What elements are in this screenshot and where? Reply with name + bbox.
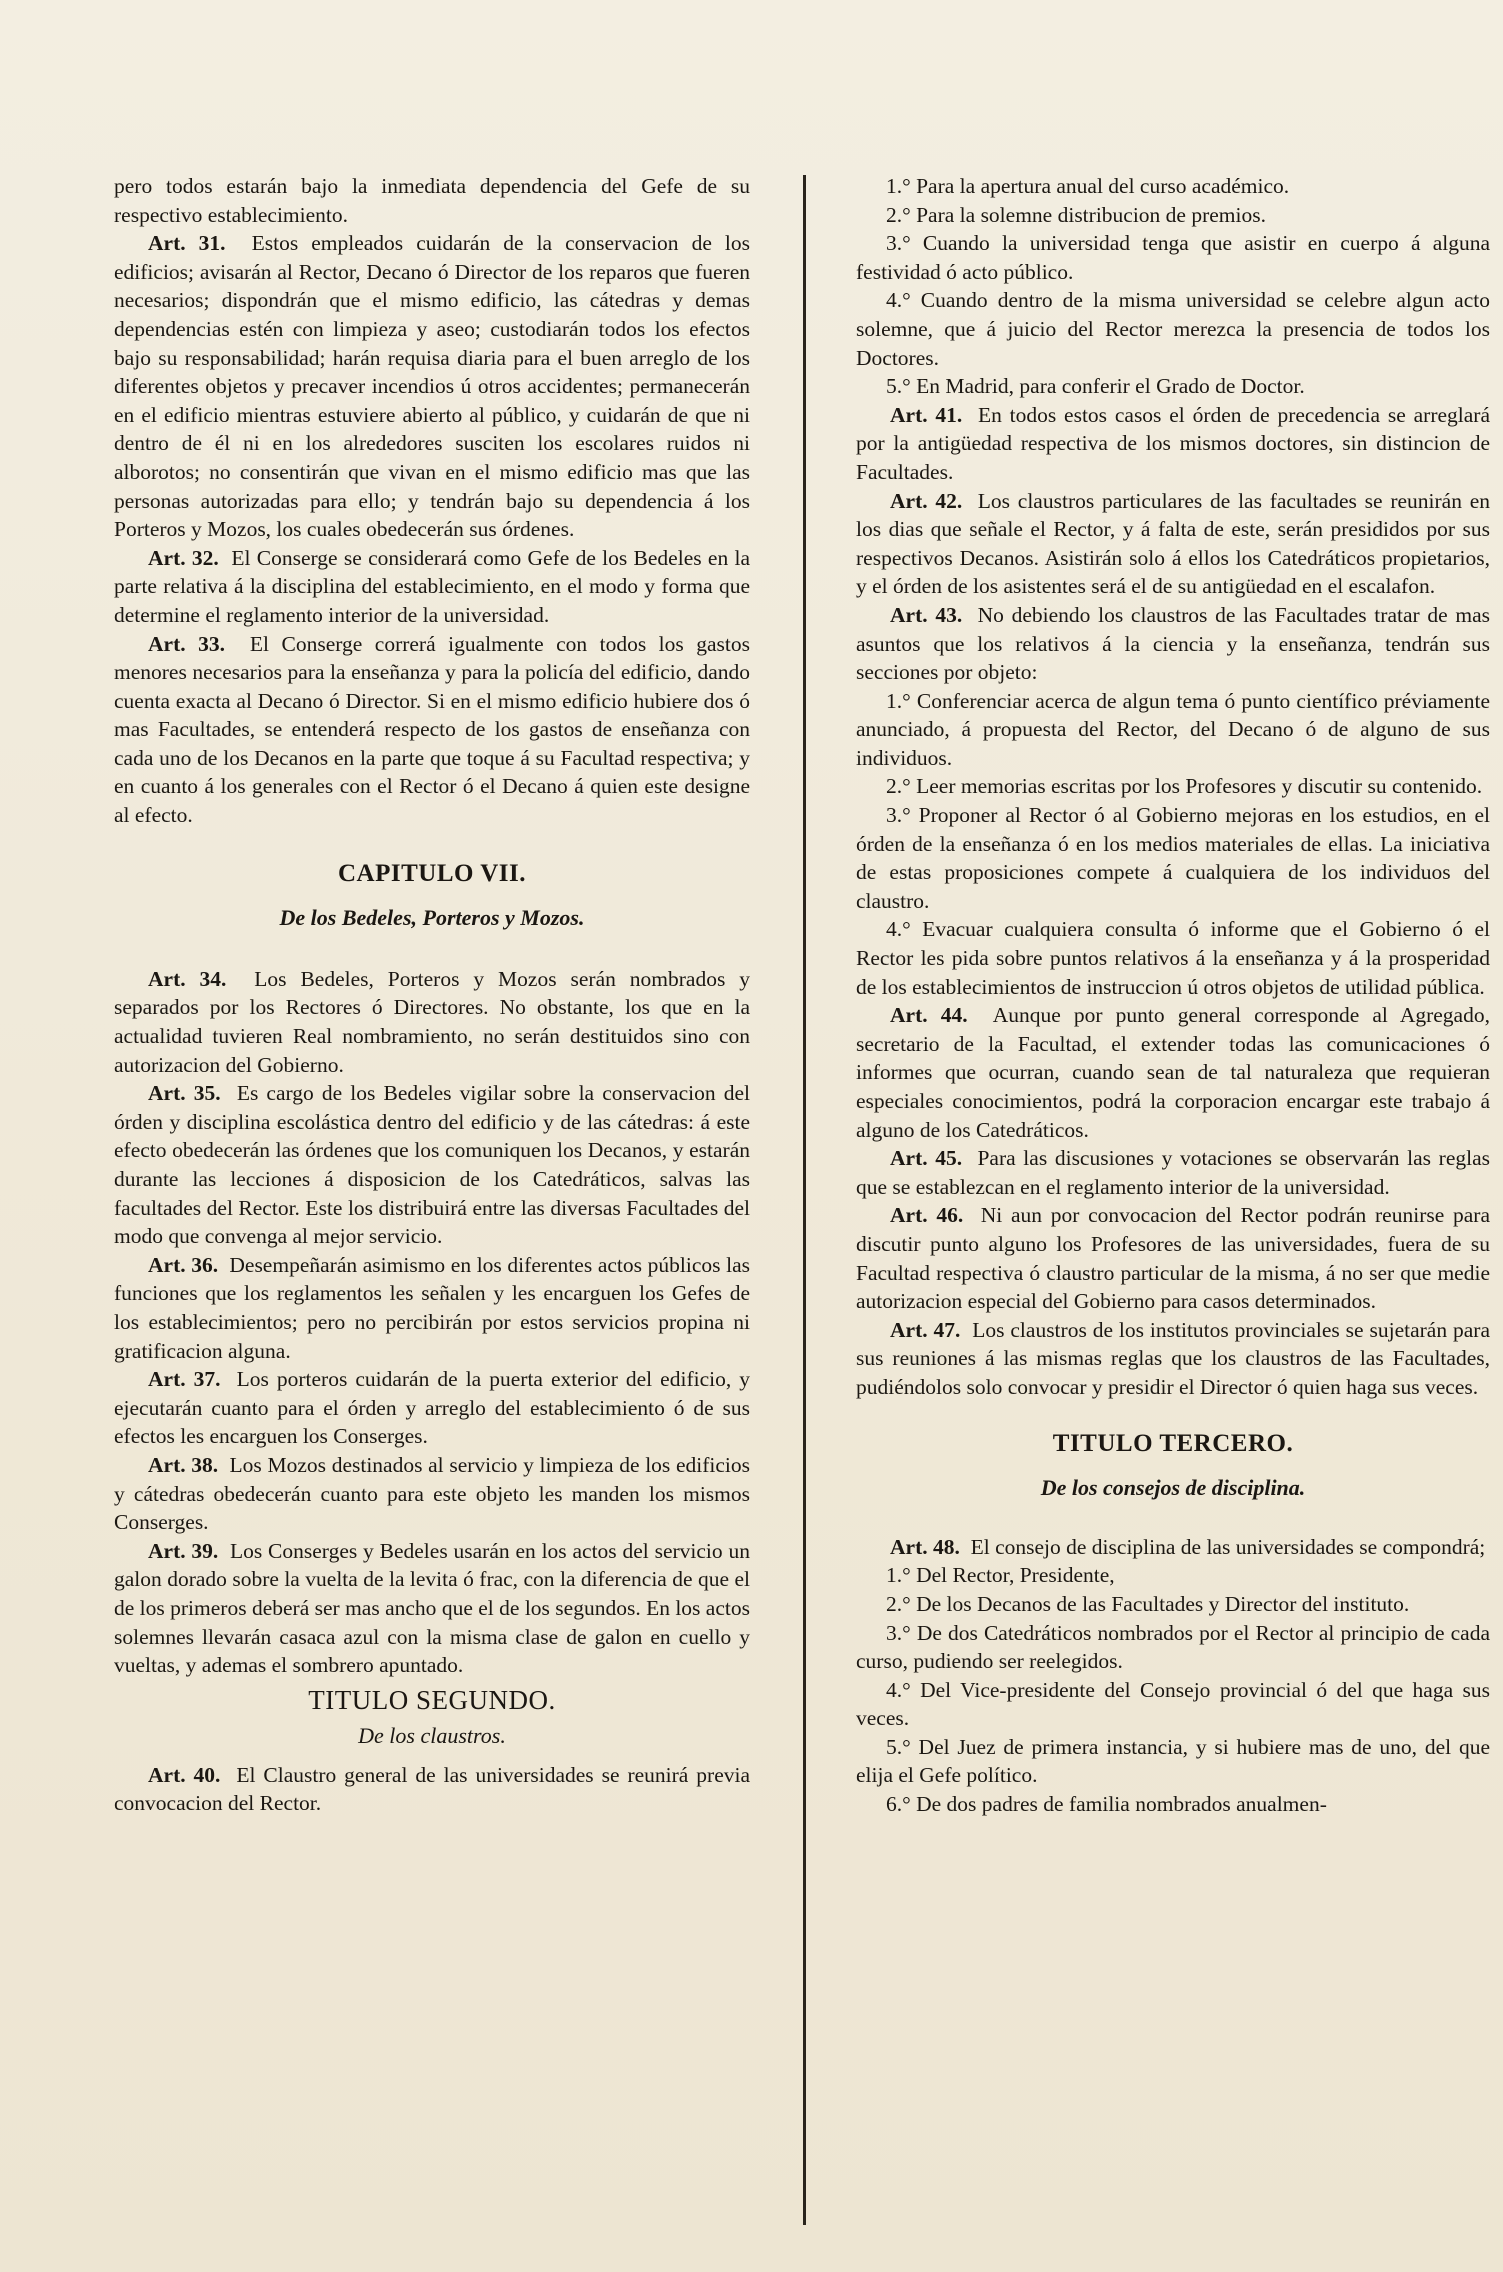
- article-number: Art. 31.: [148, 231, 226, 256]
- list-item: 2.° Leer memorias escritas por los Profesores y discutir su contenido.: [886, 774, 1483, 799]
- article-text: No debiendo los claustros de las Facultades tratar de mas asuntos que los relativos á la ciencia y la enseñanza, tendrán sus secciones por objeto:: [856, 602, 1491, 685]
- list-item: 4.° Del Vice-presidente del Consejo provincial ó del que haga sus veces.: [856, 1677, 1490, 1731]
- article-47: [856, 1316, 1490, 1402]
- article-34: [114, 965, 750, 1079]
- article-number: Art. 43.: [890, 602, 963, 627]
- article-number: Art. 36.: [148, 1252, 219, 1277]
- article-37: [114, 1365, 750, 1451]
- article-46: [856, 1201, 1490, 1315]
- article-text: En todos estos casos el órden de precedencia se arreglará por la antigüedad respectiva de los mismos doctores, sin distincion de Facultades.: [856, 402, 1490, 484]
- article-32: [114, 544, 750, 630]
- article-number: Art. 33.: [148, 631, 225, 656]
- article-44: [856, 1001, 1490, 1144]
- list-item: 2.° Para la solemne distribucion de premios.: [886, 202, 1266, 227]
- article-text: Es cargo de los Bedeles vigilar sobre la conservacion del órden y disciplina escolástica dentro del edificio y de las cátedras: á este efecto obedecerán las órdenes que los comuniquen los Decanos, y estarán durante las lecciones á disposicion de los Catedráticos, salvas las facultades del Rector. Este los distribuirá entre las diversas Facultades del modo que convenga al mejor servicio.: [114, 1081, 750, 1249]
- list-item: 5.° Del Juez de primera instancia, y si hubiere mas de uno, del que elija el Gefe político.: [856, 1734, 1490, 1788]
- article-40: [114, 1761, 750, 1818]
- article-42: [856, 487, 1490, 601]
- chapter-subheading: De los Bedeles, Porteros y Mozos.: [279, 905, 585, 931]
- article-text: Estos empleados cuidarán de la conservacion de los edificios; avisarán al Rector, Decano ó Director de los reparos que fueren necesarios; dispondrán que el mismo edificio, las cátedras y demas dependencias estén con limpieza y aseo; custodiarán todos los efectos bajo su responsabilidad; harán requisa diaria para el buen arreglo de los diferentes objetos y precaver incendios ú otros accidentes; permanecerán en el edificio mientras estuviere abierto al público, y cuidarán de que ni dentro de él ni en los alrededores susciten los escolares ruidos ni alborotos; no consentirán que vivan en el mismo edificio mas que las personas autorizadas para ello; y tendrán bajo su dependencia á los Porteros y Mozos, los cuales obedecerán sus órdenes.: [114, 231, 751, 542]
- title-subheading: De los consejos de disciplina.: [1040, 1475, 1306, 1501]
- column-divider: [803, 175, 806, 2225]
- article-number: Art. 44.: [890, 1003, 968, 1028]
- article-number: Art. 35.: [148, 1081, 221, 1106]
- list-item: 3.° Cuando la universidad tenga que asistir en cuerpo á alguna festividad ó acto público.: [856, 231, 1490, 284]
- article-number: Art. 40.: [148, 1762, 221, 1787]
- title-heading: TITULO SEGUNDO.: [308, 1684, 556, 1715]
- list-item: 5.° En Madrid, para conferir el Grado de Doctor.: [886, 374, 1305, 399]
- list-item: 3.° Proponer al Rector ó al Gobierno mejoras en los estudios, en el órden de la enseñanza ó en los medios materiales de ellas. La iniciativa de estas proposiciones compete á cualquiera de los individuos del claustro.: [856, 803, 1490, 913]
- article-number: Art. 39.: [148, 1538, 219, 1563]
- article-text: Los Conserges y Bedeles usarán en los actos del servicio un galon dorado sobre la vuelta de la levita ó frac, con la diferencia de que el de los primeros deberá ser mas ancho que el de los segundos. En los actos solemnes llevarán casaca azul con la misma clase de galon en cuello y vueltas, y ademas el sombrero apuntado.: [114, 1538, 750, 1678]
- list-item: 1.° Del Rector, Presidente,: [886, 1563, 1115, 1588]
- article-number: Art. 37.: [148, 1367, 221, 1392]
- list-item: 4.° Cuando dentro de la misma universidad se celebre algun acto solemne, que á juicio del Rector merezca la presencia de todos los Doctores.: [856, 288, 1490, 370]
- article-text: Para las discusiones y votaciones se observarán las reglas que se establezcan en el reglamento interior de la universidad.: [856, 1146, 1491, 1199]
- article-number: Art. 41.: [890, 402, 963, 427]
- article-number: Art. 32.: [148, 545, 219, 570]
- article-text: El Conserge se considerará como Gefe de los Bedeles en la parte relativa á la disciplina del establecimiento, en el modo y forma que determine el reglamento interior de la universidad.: [114, 545, 751, 627]
- list-item: 1.° Para la apertura anual del curso académico.: [886, 174, 1290, 198]
- list-item: 1.° Conferenciar acerca de algun tema ó punto científico préviamente anunciado, á propuesta del Rector, del Decano ó de alguno de sus individuos.: [856, 688, 1490, 770]
- article-text: Los Bedeles, Porteros y Mozos serán nombrados y separados por los Rectores ó Directores. No obstante, los que en la actualidad tuvieren Real nombramiento, no serán destituidos sino con autorizacion del Gobierno.: [114, 966, 751, 1077]
- article-text: Aunque por punto general corresponde al Agregado, secretario de la Facultad, el extender todas las comunicaciones ó informes que ocurran, cuando sean de tal naturaleza que requieran especiales conocimientos, podrá la corporacion encargar este trabajo á alguno de los Catedráticos.: [856, 1003, 1490, 1142]
- list-item: 6.° De dos padres de familia nombrados anualmen-: [886, 1792, 1327, 1817]
- article-36: [114, 1251, 750, 1365]
- list-item: 3.° De dos Catedráticos nombrados por el Rector al principio de cada curso, pudiendo ser reelegidos.: [856, 1620, 1490, 1674]
- paragraph: pero todos estarán bajo la inmediata dependencia del Gefe de su respectivo establecimiento.: [114, 174, 750, 227]
- article-number: Art. 38.: [148, 1452, 219, 1477]
- article-number: Art. 42.: [890, 488, 963, 513]
- article-39: [114, 1537, 750, 1680]
- article-text: El consejo de disciplina de las universidades se compondrá;: [970, 1534, 1486, 1559]
- article-number: Art. 46.: [890, 1203, 964, 1228]
- article-number: Art. 47.: [890, 1317, 961, 1342]
- title-subheading: De los claustros.: [358, 1723, 506, 1749]
- list-item: 4.° Evacuar cualquiera consulta ó informe que el Gobierno ó el Rector les pida sobre puntos relativos á la enseñanza y á la prosperidad de los establecimientos de instruccion ú otros objetos de utilidad pública.: [856, 917, 1490, 999]
- article-45: [856, 1144, 1490, 1201]
- article-text: Los claustros particulares de las facultades se reunirán en los dias que señale el Rector, y á falta de este, serán presididos por sus respectivos Decanos. Asistirán solo á ellos los Catedráticos propietarios, y el órden de los asistentes será el de su antigüedad en el escalafon.: [856, 488, 1490, 599]
- article-43: [856, 601, 1490, 687]
- article-41: [856, 401, 1490, 487]
- article-text: El Conserge correrá igualmente con todos los gastos menores necesarios para la enseñanza y para la policía del edificio, dando cuenta exacta al Decano ó Director. Si en el mismo edificio hubiere dos ó mas Facultades, se entenderá respecto de los gastos de enseñanza con cada uno de los Decanos en la parte que toque á su Facultad respectiva; y en cuanto á los generales con el Rector ó el Decano á quien este designe al efecto.: [114, 631, 750, 828]
- article-text: Ni aun por convocacion del Rector podrán reunirse para discutir punto alguno los Profesores de las universidades, fuera de su Facultad respectiva ó claustro particular de la misma, á no ser que medie autorizacion especial del Gobierno para casos determinados.: [856, 1203, 1491, 1314]
- right-column: [856, 172, 1490, 1819]
- article-number: Art. 48.: [890, 1534, 960, 1559]
- article-48: [856, 1533, 1490, 1562]
- article-text: Desempeñarán asimismo en los diferentes actos públicos las funciones que los reglamentos les señalen y les encarguen los Gefes de los establecimientos; pero no percibirán por estos servicios propina ni gratificacion alguna.: [114, 1252, 750, 1363]
- article-35: [114, 1079, 750, 1251]
- title-heading: TITULO TERCERO.: [1052, 1429, 1294, 1457]
- article-text: Los porteros cuidarán de la puerta exterior del edificio, y ejecutarán cuanto para el órden y arreglo del establecimiento ó de sus efectos les encarguen los Conserges.: [114, 1367, 750, 1449]
- chapter-heading: CAPITULO VII.: [337, 859, 527, 887]
- article-31: [114, 229, 750, 544]
- list-item: 2.° De los Decanos de las Facultades y Director del instituto.: [886, 1591, 1410, 1616]
- article-number: Art. 45.: [890, 1146, 963, 1171]
- article-33: [114, 630, 750, 830]
- article-38: [114, 1451, 750, 1537]
- article-number: Art. 34.: [148, 966, 227, 991]
- article-text: Los claustros de los institutos provinciales se sujetarán para sus reuniones á las mismas reglas que los claustros de las Facultades, pudiéndolos solo convocar y presidir el Director ó quien haga sus veces.: [856, 1317, 1490, 1399]
- article-text: Los Mozos destinados al servicio y limpieza de los edificios y cátedras obedecerán cuanto para este objeto les manden los mismos Conserges.: [114, 1452, 751, 1535]
- left-column: [114, 172, 750, 1818]
- article-text: El Claustro general de las universidades se reunirá previa convocacion del Rector.: [114, 1762, 751, 1816]
